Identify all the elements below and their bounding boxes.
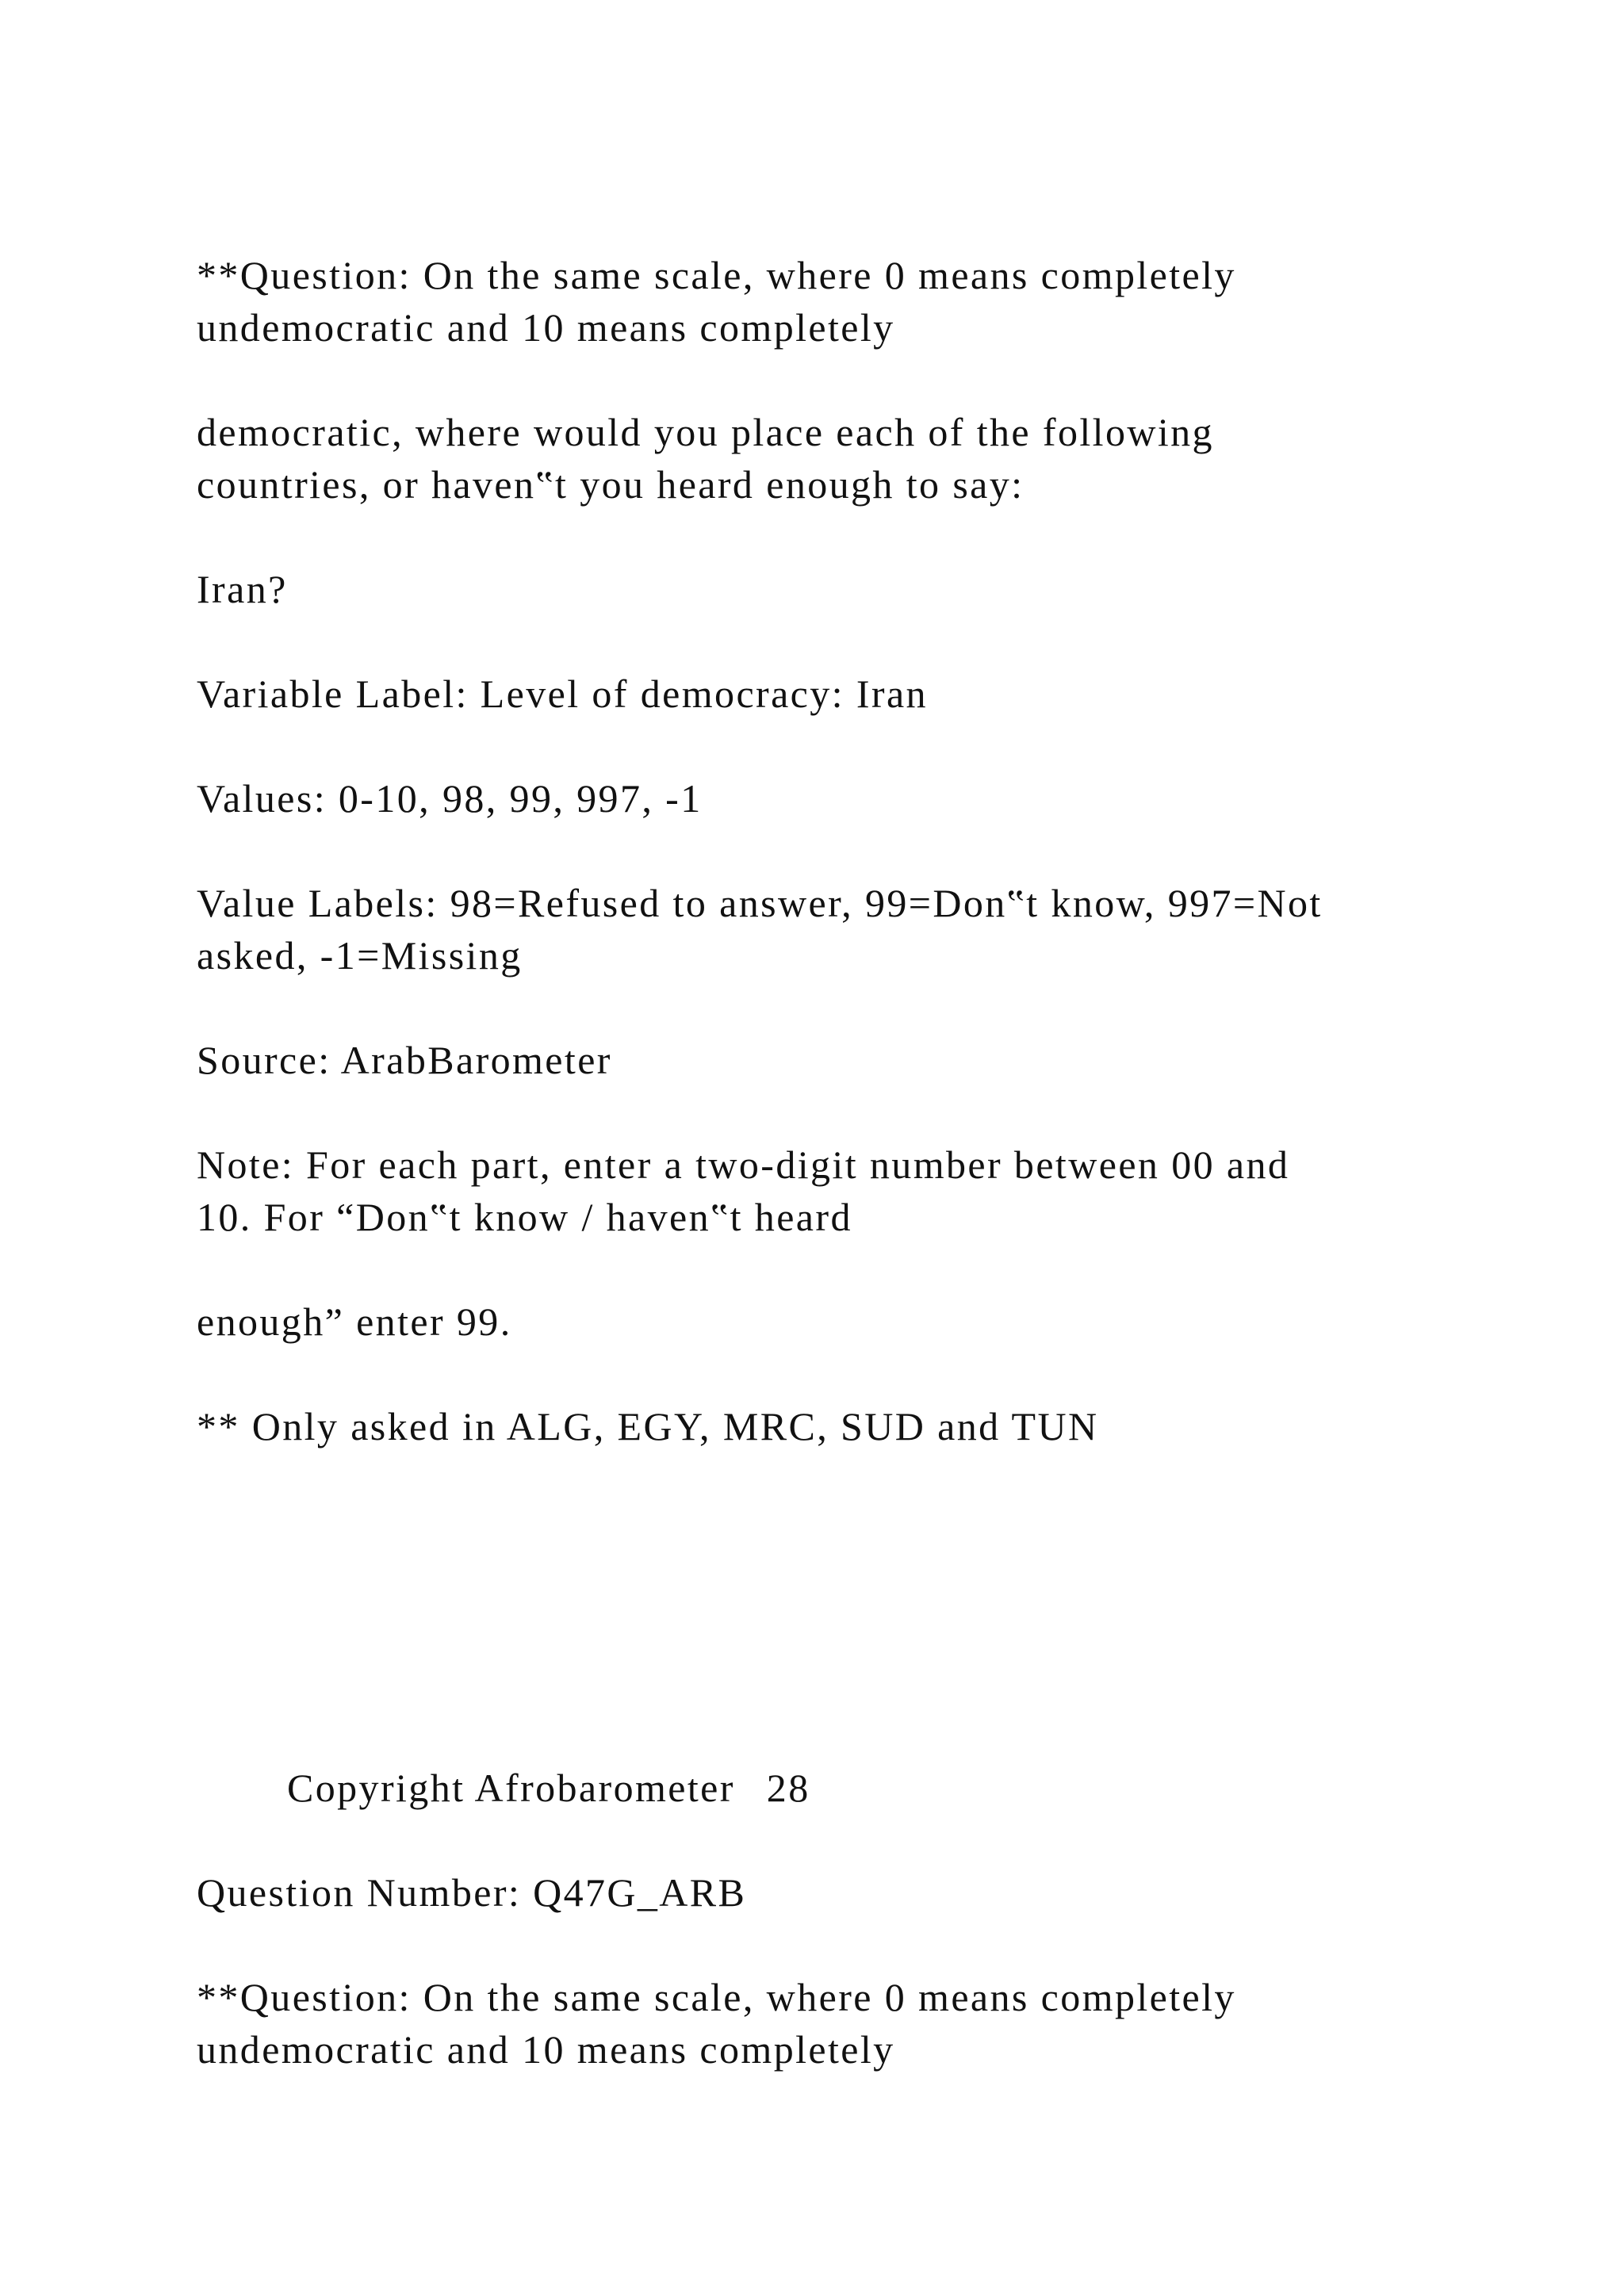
note-line: enough” enter 99. (197, 1299, 512, 1344)
page-footer (287, 1762, 810, 1814)
question-text-line: **Question: On the same scale, where 0 means completely (197, 1975, 1236, 2019)
question-text-line: democratic, where would you place each of the following (197, 410, 1214, 454)
asked-in-note: ** Only asked in ALG, EGY, MRC, SUD and TUN (197, 1404, 1099, 1448)
question-text-line: **Question: On the same scale, where 0 means completely (197, 253, 1236, 297)
value-labels-line: Value Labels: 98=Refused to answer, 99=Don‟t know, 997=Not (197, 881, 1323, 925)
value-labels-line: asked, -1=Missing (197, 933, 523, 978)
question-text-line: countries, or haven‟t you heard enough to say: (197, 462, 1025, 507)
question-text-line: undemocratic and 10 means completely (197, 305, 895, 350)
note-line: Note: For each part, enter a two-digit number between 00 and (197, 1142, 1290, 1187)
page-number: 28 (766, 1766, 810, 1810)
note-line: 10. For “Don‟t know / haven‟t heard (197, 1195, 852, 1239)
source-line: Source: ArabBarometer (197, 1038, 612, 1082)
question-number: Question Number: Q47G_ARB (197, 1870, 747, 1915)
variable-label: Variable Label: Level of democracy: Iran (197, 672, 928, 716)
copyright-text: Copyright Afrobarometer (287, 1766, 735, 1810)
values-line: Values: 0-10, 98, 99, 997, -1 (197, 776, 703, 821)
country-label: Iran? (197, 567, 288, 611)
question-text-line: undemocratic and 10 means completely (197, 2027, 895, 2072)
